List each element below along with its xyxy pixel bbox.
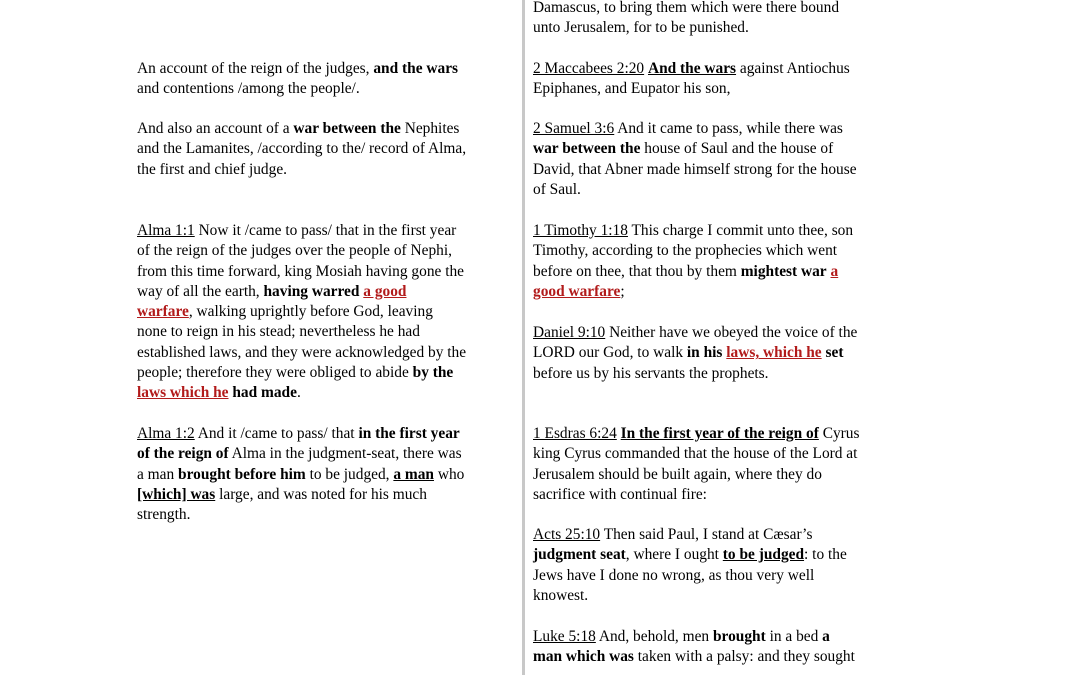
bold-text: mightest war — [740, 262, 827, 280]
line — [533, 525, 913, 545]
text: taken with a palsy: and they sought — [633, 648, 855, 666]
bold-text: and the wars — [373, 60, 459, 77]
line — [533, 282, 913, 302]
para-daniel-9-10 — [533, 323, 913, 384]
text: way of all the earth, — [137, 282, 264, 300]
line: Damascus, to bring them which were there bound — [533, 0, 840, 16]
para-luke-5-18 — [533, 627, 913, 668]
bold-text: a — [822, 628, 830, 645]
line — [137, 465, 517, 485]
text: large, and was noted for his much — [215, 485, 427, 503]
text: : to the — [804, 546, 847, 564]
text: a man — [137, 465, 179, 483]
text: An account of the reign of the judges, — [137, 60, 374, 77]
line: Jews have I done no wrong, as thou very well — [533, 566, 815, 584]
bold-text: of the reign of — [137, 445, 229, 463]
bold-text: brought before him — [178, 465, 306, 483]
line: strength. — [137, 506, 191, 524]
para-damascus — [533, 0, 913, 39]
line: king Cyrus commanded that the house of the Lord at — [533, 445, 858, 463]
bold-text: brought — [712, 628, 766, 645]
bold-text: in his — [686, 344, 723, 362]
text: LORD our God, to walk — [533, 344, 687, 362]
verse-reference: 2 Maccabees 2:20 — [533, 60, 645, 77]
line: from this time forward, king Mosiah having gone the — [137, 262, 464, 280]
bold-text: judgment seat — [533, 546, 626, 564]
line: unto Jerusalem, for to be punished. — [533, 19, 749, 37]
line: the first and chief judge. — [137, 160, 288, 178]
line — [137, 282, 517, 302]
text: Alma in the judgment-seat, there was — [228, 445, 462, 463]
para-2-samuel-3-6 — [533, 119, 913, 200]
line — [137, 302, 517, 322]
line: of Saul. — [533, 180, 581, 198]
matched-phrase: And the wars — [647, 60, 737, 77]
verse-reference: 2 Samuel 3:6 — [533, 120, 615, 137]
line — [533, 119, 913, 139]
para-alma-1-2 — [137, 424, 517, 525]
text: . — [296, 384, 301, 402]
text: Now it /came to pass/ that in the first year — [194, 222, 457, 239]
line — [137, 383, 517, 403]
line: Jerusalem should be built again, where they do — [533, 465, 822, 483]
text: in a bed — [765, 628, 823, 645]
text: who — [433, 465, 465, 483]
text: to be judged, — [305, 465, 394, 483]
verse-reference: 1 Timothy 1:18 — [533, 222, 628, 239]
line — [533, 262, 913, 282]
para-acts-25-10 — [533, 525, 913, 606]
bold-text: having warred — [263, 282, 360, 300]
highlighted-match: a — [830, 262, 839, 280]
para-2-maccabees-2-20 — [533, 59, 913, 100]
line: David, that Abner made himself strong for the house — [533, 160, 857, 178]
highlighted-match: laws, which he — [726, 344, 822, 362]
line — [137, 119, 517, 139]
line — [533, 343, 913, 363]
para-alma-1-1 — [137, 221, 517, 404]
line: and contentions /among the people/. — [137, 80, 360, 98]
line — [533, 323, 913, 343]
text: before on thee, that thou by them — [533, 262, 741, 280]
line — [533, 424, 913, 444]
line — [137, 444, 517, 464]
matched-phrase: to be judged — [722, 546, 805, 564]
line — [137, 59, 517, 79]
verse-reference: Luke 5:18 — [533, 628, 596, 645]
text: , where I ought — [625, 546, 723, 564]
matched-phrase: [which] was — [137, 485, 216, 503]
line: and the Lamanites, /according to the/ record of Alma, — [137, 140, 467, 158]
line — [533, 627, 913, 647]
text: This charge I commit unto thee, son — [627, 222, 854, 239]
para-account-of-reign — [137, 59, 517, 100]
line: of the reign of the judges over the people of Nephi, — [137, 242, 452, 260]
line: none to reign in his stead; nevertheless he had — [137, 323, 420, 341]
line — [137, 424, 517, 444]
bold-text: war between the — [293, 120, 401, 137]
text: house of Saul and the house of — [640, 140, 834, 158]
column-divider — [522, 0, 525, 675]
verse-reference: Alma 1:1 — [137, 222, 195, 239]
text: Neither have we obeyed the voice of the — [605, 324, 858, 341]
line — [137, 363, 517, 383]
line: Epiphanes, and Eupator his son, — [533, 80, 731, 98]
highlighted-match: laws which he — [137, 384, 229, 402]
para-1-esdras-6-24 — [533, 424, 913, 505]
text: And, behold, men — [595, 628, 713, 645]
line: sacrifice with continual fire: — [533, 485, 707, 503]
line — [137, 221, 517, 241]
highlighted-match: a good — [363, 282, 407, 300]
bold-text: in the first year — [358, 425, 460, 442]
verse-reference: Alma 1:2 — [137, 425, 195, 442]
highlighted-match: good warfare — [533, 282, 621, 300]
text: Then said Paul, I stand at Cæsar’s — [600, 526, 813, 543]
line: Timothy, according to the prophecies which went — [533, 242, 838, 260]
line: before us by his servants the prophets. — [533, 364, 769, 382]
bold-text: by the — [412, 364, 454, 382]
text: Nephites — [400, 120, 460, 137]
verse-reference: Acts 25:10 — [533, 526, 601, 543]
para-war-between — [137, 119, 517, 180]
text: people; therefore they were obliged to abide — [137, 364, 413, 382]
line — [137, 485, 517, 505]
line — [533, 545, 913, 565]
text: And it came to pass, while there was — [614, 120, 843, 137]
text: Cyrus — [818, 425, 860, 442]
line — [533, 647, 913, 667]
text: And also an account of a — [137, 120, 294, 137]
text: And it /came to pass/ that — [194, 425, 359, 442]
line: knowest. — [533, 586, 589, 604]
line — [533, 221, 913, 241]
verse-reference: Daniel 9:10 — [533, 324, 606, 341]
text: against Antiochus — [736, 60, 850, 77]
matched-phrase: In the first year of the reign of — [620, 425, 819, 442]
highlighted-match: warfare — [137, 303, 189, 321]
bold-text: set — [825, 344, 844, 362]
verse-reference: 1 Esdras 6:24 — [533, 425, 617, 442]
text: ; — [620, 282, 625, 300]
bold-text: man which was — [533, 648, 634, 666]
line: established laws, and they were acknowledged by the — [137, 343, 467, 361]
matched-phrase: a man — [393, 465, 434, 483]
para-1-timothy-1-18 — [533, 221, 913, 302]
bold-text: had made — [232, 384, 297, 402]
line — [533, 139, 913, 159]
bold-text: war between the — [533, 140, 641, 158]
line — [533, 59, 913, 79]
text: , walking uprightly before God, leaving — [188, 303, 433, 321]
